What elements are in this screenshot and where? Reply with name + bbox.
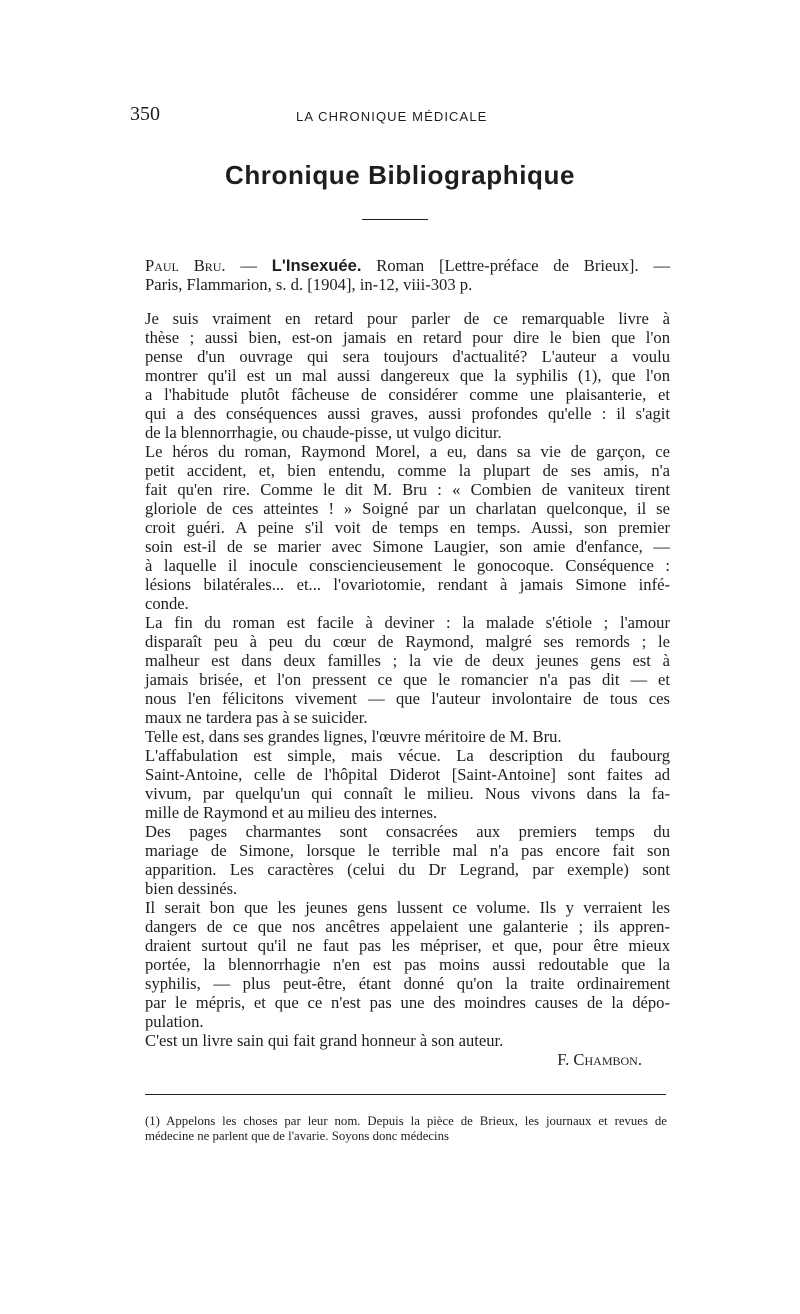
footnote-rule	[145, 1094, 666, 1095]
paragraph-line: disparaît peu à peu du cœur de Raymond, malgré ses remords ; le	[145, 632, 670, 651]
paragraph-line: conde.	[145, 594, 189, 613]
footnote-line: médecine ne parlent que de l'avarie. Soyons donc médecins	[145, 1129, 449, 1143]
paragraph-line: fait qu'en rire. Comme le dit M. Bru : « Combien de vaniteux tirent	[145, 480, 670, 499]
paragraph-line: portée, la blennorrhagie n'en est pas moins aussi redoutable que la	[145, 955, 670, 974]
paragraph-line: nous l'en félicitons vivement — que l'auteur involontaire de tous ces	[145, 689, 670, 708]
paragraph-line: a l'habitude plutôt fâcheuse de considérer comme une plaisanterie, et	[145, 385, 670, 404]
paragraph-line: montrer qu'il est un mal aussi dangereux que la syphilis (1), que l'on	[145, 366, 670, 385]
book-entry-line	[145, 256, 670, 275]
paragraph-line: malheur est dans deux familles ; la vie de deux jeunes gens est à	[145, 651, 670, 670]
section-title: Chronique Bibliographique	[224, 160, 576, 190]
book-details: Roman [Lettre-préface de Brieux]. —	[361, 256, 670, 275]
paragraph-line: dangers de ce que nos ancêtres appelaient une galanterie ; ils appren-	[145, 917, 670, 936]
paragraph-line: mille de Raymond et au milieu des internes.	[145, 803, 438, 822]
paragraph-line: gloriole de ces atteintes ! » Soigné par un charlatan quelconque, il se	[145, 499, 670, 518]
paragraph-line: croit guéri. A peine s'il voit de temps en temps. Aussi, son premier	[145, 518, 670, 537]
book-title: L'Insexuée.	[271, 256, 362, 275]
paragraph	[145, 1031, 670, 1050]
page-number: 350	[130, 103, 160, 125]
review-paragraphs	[145, 309, 670, 1050]
paragraph-line: pulation.	[145, 1012, 204, 1031]
paragraph-line: Saint-Antoine, celle de l'hôpital Diderot [Saint-Antoine] sont faites ad	[145, 765, 670, 784]
paragraph-line: L'affabulation est simple, mais vécue. La description du faubourg	[145, 746, 670, 765]
paragraph-line: thèse ; aussi bien, est-on jamais en retard pour dire le bien que l'on	[145, 328, 670, 347]
paragraph-line: Je suis vraiment en retard pour parler de ce remarquable livre à	[145, 309, 670, 328]
footnote-line: (1) Appelons les choses par leur nom. Depuis la pièce de Brieux, les journaux et revues de	[145, 1114, 667, 1128]
entry-dash: —	[225, 256, 272, 275]
running-head: LA CHRONIQUE MÉDICALE	[296, 109, 488, 124]
paragraph-line: apparition. Les caractères (celui du Dr Legrand, par exemple) sont	[145, 860, 670, 879]
paragraph-line: jamais brisée, et l'on pressent ce que le romancier n'a pas dit — et	[145, 670, 670, 689]
article-body	[145, 256, 670, 1069]
paragraph-line: à laquelle il inocule consciencieusement le gonocoque. Conséquence :	[145, 556, 670, 575]
paragraph-line: petit accident, et, bien entendu, comme la plupart de ses amis, n'a	[145, 461, 670, 480]
review-signature: F. Chambon.	[557, 1050, 642, 1069]
paragraph-line: C'est un livre sain qui fait grand honneur à son auteur.	[145, 1031, 504, 1050]
book-entry-line: Paris, Flammarion, s. d. [1904], in-12, viii-303 p.	[145, 275, 473, 294]
paragraph-line: soin est-il de se marier avec Simone Laugier, son amie d'enfance, —	[145, 537, 670, 556]
paragraph-line: La fin du roman est facile à deviner : la malade s'étiole ; l'amour	[145, 613, 670, 632]
paragraph	[145, 442, 670, 613]
paragraph-line: qui a des conséquences aussi graves, aussi profondes qu'elle : il s'agit	[145, 404, 670, 423]
paragraph	[145, 613, 670, 727]
paragraph-line: maux ne tardera pas à se suicider.	[145, 708, 368, 727]
paragraph-line: pense d'un ouvrage qui sera toujours d'actualité? L'auteur a voulu	[145, 347, 670, 366]
paragraph-line: draient surtout qu'il ne faut pas les mépriser, et que, pour être mieux	[145, 936, 670, 955]
paragraph-line: Telle est, dans ses grandes lignes, l'œuvre méritoire de M. Bru.	[145, 727, 562, 746]
paragraph-line: par le mépris, et que ce n'est pas une des moindres causes de la dépo-	[145, 993, 670, 1012]
paragraph	[145, 822, 670, 898]
paragraph-line: de la blennorrhagie, ou chaude-pisse, ut vulgo dicitur.	[145, 423, 502, 442]
paragraph-line: Des pages charmantes sont consacrées aux premiers temps du	[145, 822, 670, 841]
book-entry	[145, 256, 670, 294]
paragraph-line: Le héros du roman, Raymond Morel, a eu, dans sa vie de garçon, ce	[145, 442, 670, 461]
paragraph	[145, 746, 670, 822]
title-divider	[362, 219, 428, 220]
paragraph-line: syphilis, — plus peut-être, étant donné qu'on la traite ordinairement	[145, 974, 670, 993]
paragraph	[145, 898, 670, 1031]
paragraph	[145, 309, 670, 442]
footnote	[145, 1114, 667, 1144]
paragraph	[145, 727, 670, 746]
paragraph-line: lésions bilatérales... et... l'ovariotomie, rendant à jamais Simone infé-	[145, 575, 670, 594]
paragraph-line: mariage de Simone, lorsque le terrible mal n'a pas encore fait son	[145, 841, 670, 860]
book-author: Paul Bru.	[145, 256, 226, 275]
paragraph-line: bien dessinés.	[145, 879, 238, 898]
paragraph-line: Il serait bon que les jeunes gens lussent ce volume. Ils y verraient les	[145, 898, 670, 917]
paragraph-line: vivum, par quelqu'un qui connaît le milieu. Nous vivons dans la fa-	[145, 784, 670, 803]
